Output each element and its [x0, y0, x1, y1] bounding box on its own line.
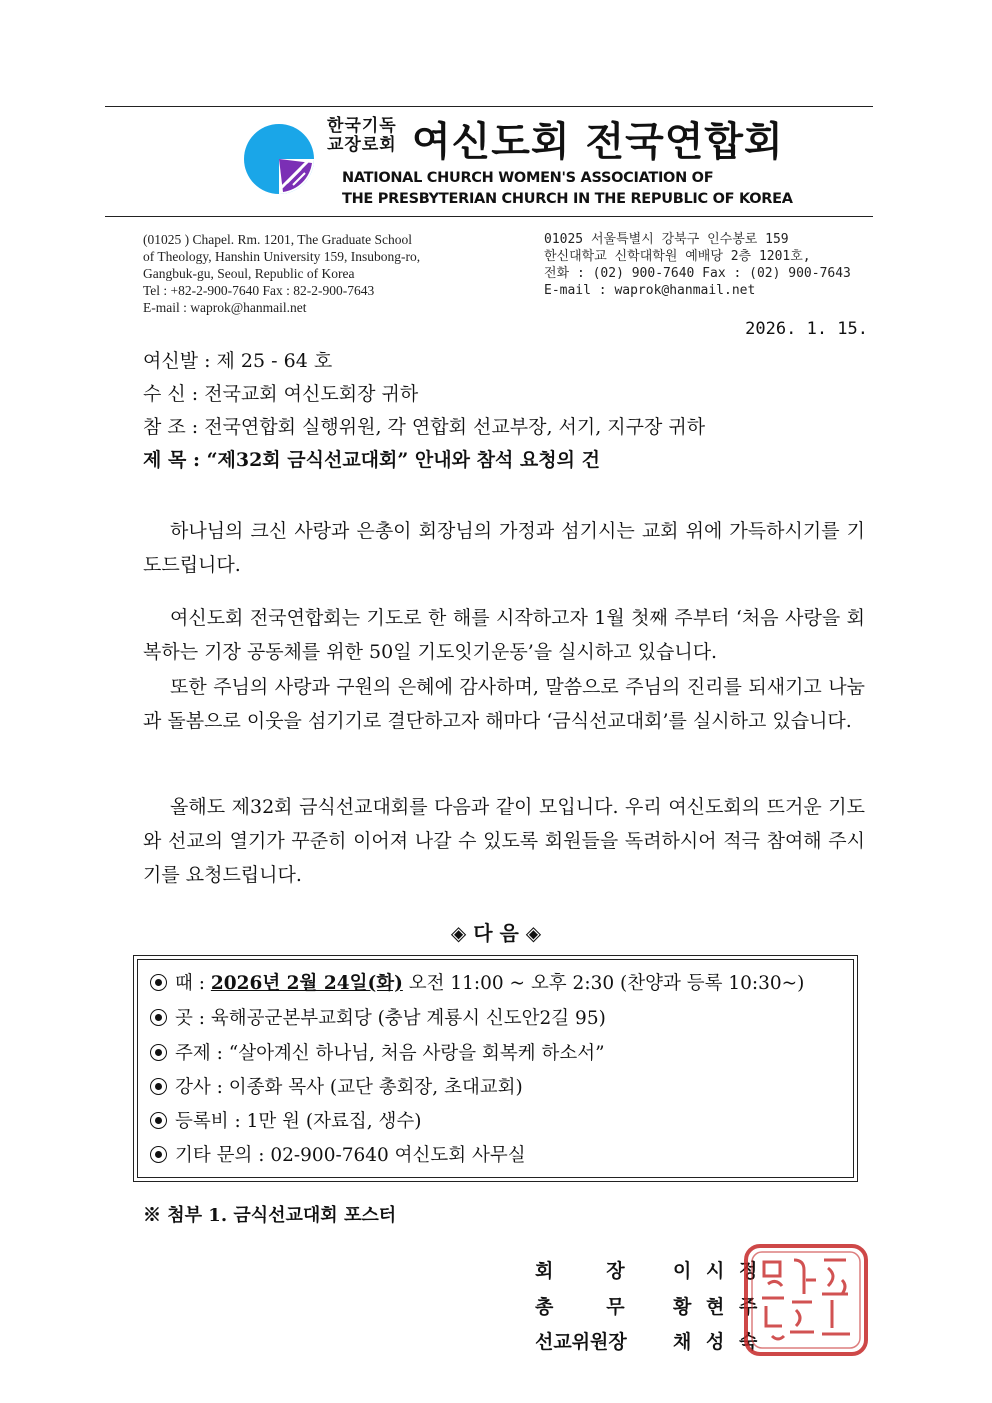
- radio-bullet-icon: [150, 1112, 167, 1129]
- detail-fee-text: 등록비 : 1만 원 (자료집, 생수): [175, 1111, 422, 1132]
- detail-fee: [150, 1111, 421, 1133]
- address-kr-line: 01025 서울특별시 강북구 인수봉로 159: [544, 232, 789, 247]
- detail-when: [150, 973, 804, 995]
- detail-speaker-text: 강사 : 이종화 목사 (교단 총회장, 초대교회): [175, 1077, 523, 1098]
- header-rule: [105, 216, 873, 217]
- address-english: [143, 231, 420, 316]
- detail-theme-text: 주제 : “살아계신 하나님, 처음 사랑을 회복케 하소서”: [175, 1043, 605, 1064]
- org-name-english: [342, 168, 793, 210]
- detail-contact: [150, 1145, 526, 1167]
- address-kr-line: 한신대학교 신학대학원 예배당 2층 1201호,: [544, 249, 811, 264]
- signature-name-secretary: 황 현 주: [673, 1296, 762, 1318]
- address-en-line: of Theology, Hanshin University 159, Insubong-ro,: [143, 249, 421, 264]
- official-seal-icon: [742, 1240, 870, 1358]
- signature-name-mission-chair: 채 성 숙: [673, 1331, 762, 1353]
- detail-when-date: 2026년 2월 24일(화): [210, 973, 403, 994]
- address-kr-email: E-mail : waprok@hanmail.net: [544, 283, 756, 298]
- radio-bullet-icon: [150, 1078, 167, 1095]
- radio-bullet-icon: [150, 1146, 167, 1163]
- org-name-english-line2: THE PRESBYTERIAN CHURCH IN THE REPUBLIC OF KOREA: [342, 191, 793, 207]
- org-name-english-line1: NATIONAL CHURCH WOMEN'S ASSOCIATION OF: [342, 170, 714, 186]
- address-en-line: (01025 ) Chapel. Rm. 1201, The Graduate School: [143, 232, 412, 247]
- signature-title-mission-chair: 선교위원장: [535, 1331, 627, 1353]
- detail-theme: [150, 1043, 605, 1065]
- radio-bullet-icon: [150, 1044, 167, 1061]
- detail-place-text: 곳 : 육해공군본부교회당 (충남 계룡시 신도안2길 95): [175, 1008, 606, 1029]
- document-number: 여신발 : 제 25 - 64 호: [143, 350, 333, 372]
- signature-title-secretary: 총 무: [535, 1296, 625, 1318]
- detail-speaker: [150, 1077, 523, 1099]
- detail-contact-text: 기타 문의 : 02-900-7640 여신도회 사무실: [175, 1145, 526, 1166]
- detail-when-label: 때 :: [175, 973, 211, 994]
- address-en-phone: Tel : +82-2-900-7640 Fax : 82-2-900-7643: [143, 283, 375, 298]
- details-heading: ◈ 다 음 ◈: [450, 921, 542, 945]
- radio-bullet-icon: [150, 1009, 167, 1026]
- radio-bullet-icon: [150, 974, 167, 991]
- signature-name-president: 이 시 정: [673, 1260, 762, 1282]
- subject-line: 제 목 : “제32회 금식선교대회” 안내와 참석 요청의 건: [143, 449, 600, 471]
- address-en-line: Gangbuk-gu, Seoul, Republic of Korea: [143, 266, 355, 281]
- org-name-korean: 여신도회 전국연합회: [412, 119, 784, 165]
- body-paragraph-prayer-campaign: 여신도회 전국연합회는 기도로 한 해를 시작하고자 1월 첫째 주부터 ‘처음 사랑을 회복하는 기장 공동체를 위한 50일 기도잇기운동’을 실시하고 있습니다.: [143, 607, 865, 663]
- body-paragraph-request: 올해도 제32회 금식선교대회를 다음과 같이 모입니다. 우리 여신도회의 뜨거운 기도와 선교의 열기가 꾸준히 이어져 나갈 수 있도록 회원들을 독려하시어 적극 참여해 주시기를 요청드립니다.: [143, 796, 865, 886]
- signature-title-president: 회 장: [535, 1260, 625, 1282]
- recipient-line: 수 신 : 전국교회 여신도회장 귀하: [143, 383, 419, 405]
- document-date: 2026. 1. 15.: [745, 319, 868, 339]
- address-korean: [544, 231, 851, 299]
- body-paragraph-greeting: 하나님의 크신 사랑과 은총이 회장님의 가정과 섬기시는 교회 위에 가득하시기를 기도드립니다.: [143, 520, 865, 576]
- body-paragraph-fasting-mission: 또한 주님의 사랑과 구원의 은혜에 감사하며, 말씀으로 주님의 진리를 되새기고 나눔과 돌봄으로 이웃을 섬기기로 결단하고자 해마다 ‘금식선교대회’를 실시하고 있습니다.: [143, 676, 865, 732]
- reference-line: 참 조 : 전국연합회 실행위원, 각 연합회 선교부장, 서기, 지구장 귀하: [143, 416, 706, 438]
- org-denomination-label: 한국기독교장로회: [327, 116, 397, 155]
- attachment-note: ※ 첨부 1. 금식선교대회 포스터: [143, 1205, 397, 1226]
- detail-when-time: 오전 11:00 ~ 오후 2:30 (찬양과 등록 10:30~): [402, 973, 805, 994]
- address-kr-phone: 전화 : (02) 900-7640 Fax : (02) 900-7643: [544, 266, 851, 281]
- address-en-email: E-mail : waprok@hanmail.net: [143, 300, 307, 315]
- organization-logo-icon: [243, 123, 315, 195]
- detail-place: [150, 1008, 606, 1030]
- top-rule: [105, 106, 873, 107]
